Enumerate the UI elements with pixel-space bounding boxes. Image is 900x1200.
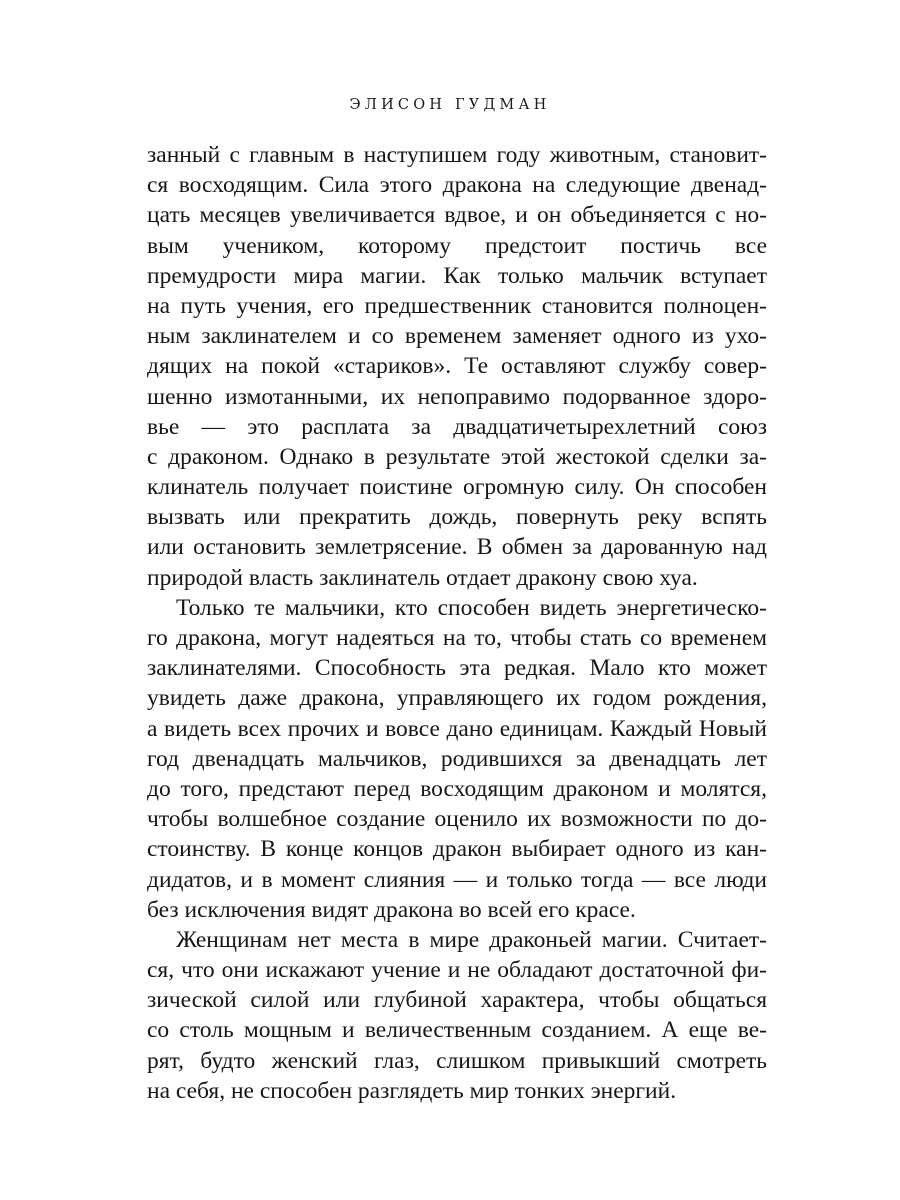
text-line: а видеть всех прочих и вовсе дано единицам. Каждый Новый xyxy=(147,715,767,742)
text-line: Только те мальчики, кто способен видеть энергетическо- xyxy=(176,594,767,621)
text-line: клинатель получает поистине огромную силу. Он способен xyxy=(147,474,767,501)
text-line: на путь учения, его предшественник становится полноцен- xyxy=(147,292,767,319)
text-line: цать месяцев увеличивается вдвое, и он объединяется с но- xyxy=(147,202,767,229)
text-line: увидеть даже дракона, управляющего их годом рождения, xyxy=(147,685,767,712)
text-line: рят, будто женский глаз, слишком привыкший смотреть xyxy=(147,1047,767,1074)
text-line: дящих на покой «стариков». Те оставляют службу совер- xyxy=(147,353,767,380)
text-line: ся, что они искажают учение и не обладают достаточной фи- xyxy=(147,957,767,984)
text-line: или остановить землетрясение. В обмен за дарованную над xyxy=(147,534,767,561)
paragraph xyxy=(147,140,767,593)
text-line: стоинству. В конце концов дракон выбирает одного из кан- xyxy=(147,836,767,863)
text-line: с драконом. Однако в результате этой жестокой сделки за- xyxy=(147,443,767,470)
text-line: го дракона, могут надеяться на то, чтобы стать со временем xyxy=(147,625,767,651)
text-line: Женщинам нет места в мире драконьей магии. Считает- xyxy=(176,926,767,953)
text-line: занный с главным в наступишем году животным, становит- xyxy=(147,142,767,168)
text-line: год двенадцать мальчиков, родившихся за двенадцать лет xyxy=(147,745,767,772)
paragraph xyxy=(147,593,767,925)
running-head-author: ЭЛИСОН ГУДМАН xyxy=(349,97,551,113)
text-line: вым учеником, которому предстоит постичь все xyxy=(147,232,767,259)
text-line: вье — это расплата за двадцатичетырехлетний союз xyxy=(147,413,767,440)
text-line: ся восходящим. Сила этого дракона на следующие двенад- xyxy=(147,172,767,199)
text-line: природой власть заклинатель отдает дракону свою хуа. xyxy=(147,564,698,591)
text-line: ным заклинателем и со временем заменяет одного из ухо- xyxy=(147,323,767,350)
text-line: на себя, не способен разглядеть мир тонких энергий. xyxy=(147,1077,677,1104)
body-text xyxy=(147,140,767,1106)
text-line: премудрости мира магии. Как только мальчик вступает xyxy=(147,262,767,289)
text-line: чтобы волшебное создание оценило их возможности по до- xyxy=(147,806,767,833)
text-line: шенно измотанными, их непоправимо подорванное здоро- xyxy=(147,383,767,410)
text-line: вызвать или прекратить дождь, повернуть реку вспять xyxy=(147,504,767,531)
text-line: без исключения видят дракона во всей его красе. xyxy=(147,896,636,923)
text-line: со столь мощным и величественным созданием. А еще ве- xyxy=(147,1017,767,1044)
text-line: заклинателями. Способность эта редкая. Мало кто может xyxy=(147,655,767,682)
paragraph xyxy=(147,925,767,1106)
text-line: до того, предстают перед восходящим драконом и молятся, xyxy=(147,775,767,802)
text-line: зической силой или глубиной характера, чтобы общаться xyxy=(147,987,767,1014)
text-line: дидатов, и в момент слияния — и только тогда — все люди xyxy=(147,866,767,893)
